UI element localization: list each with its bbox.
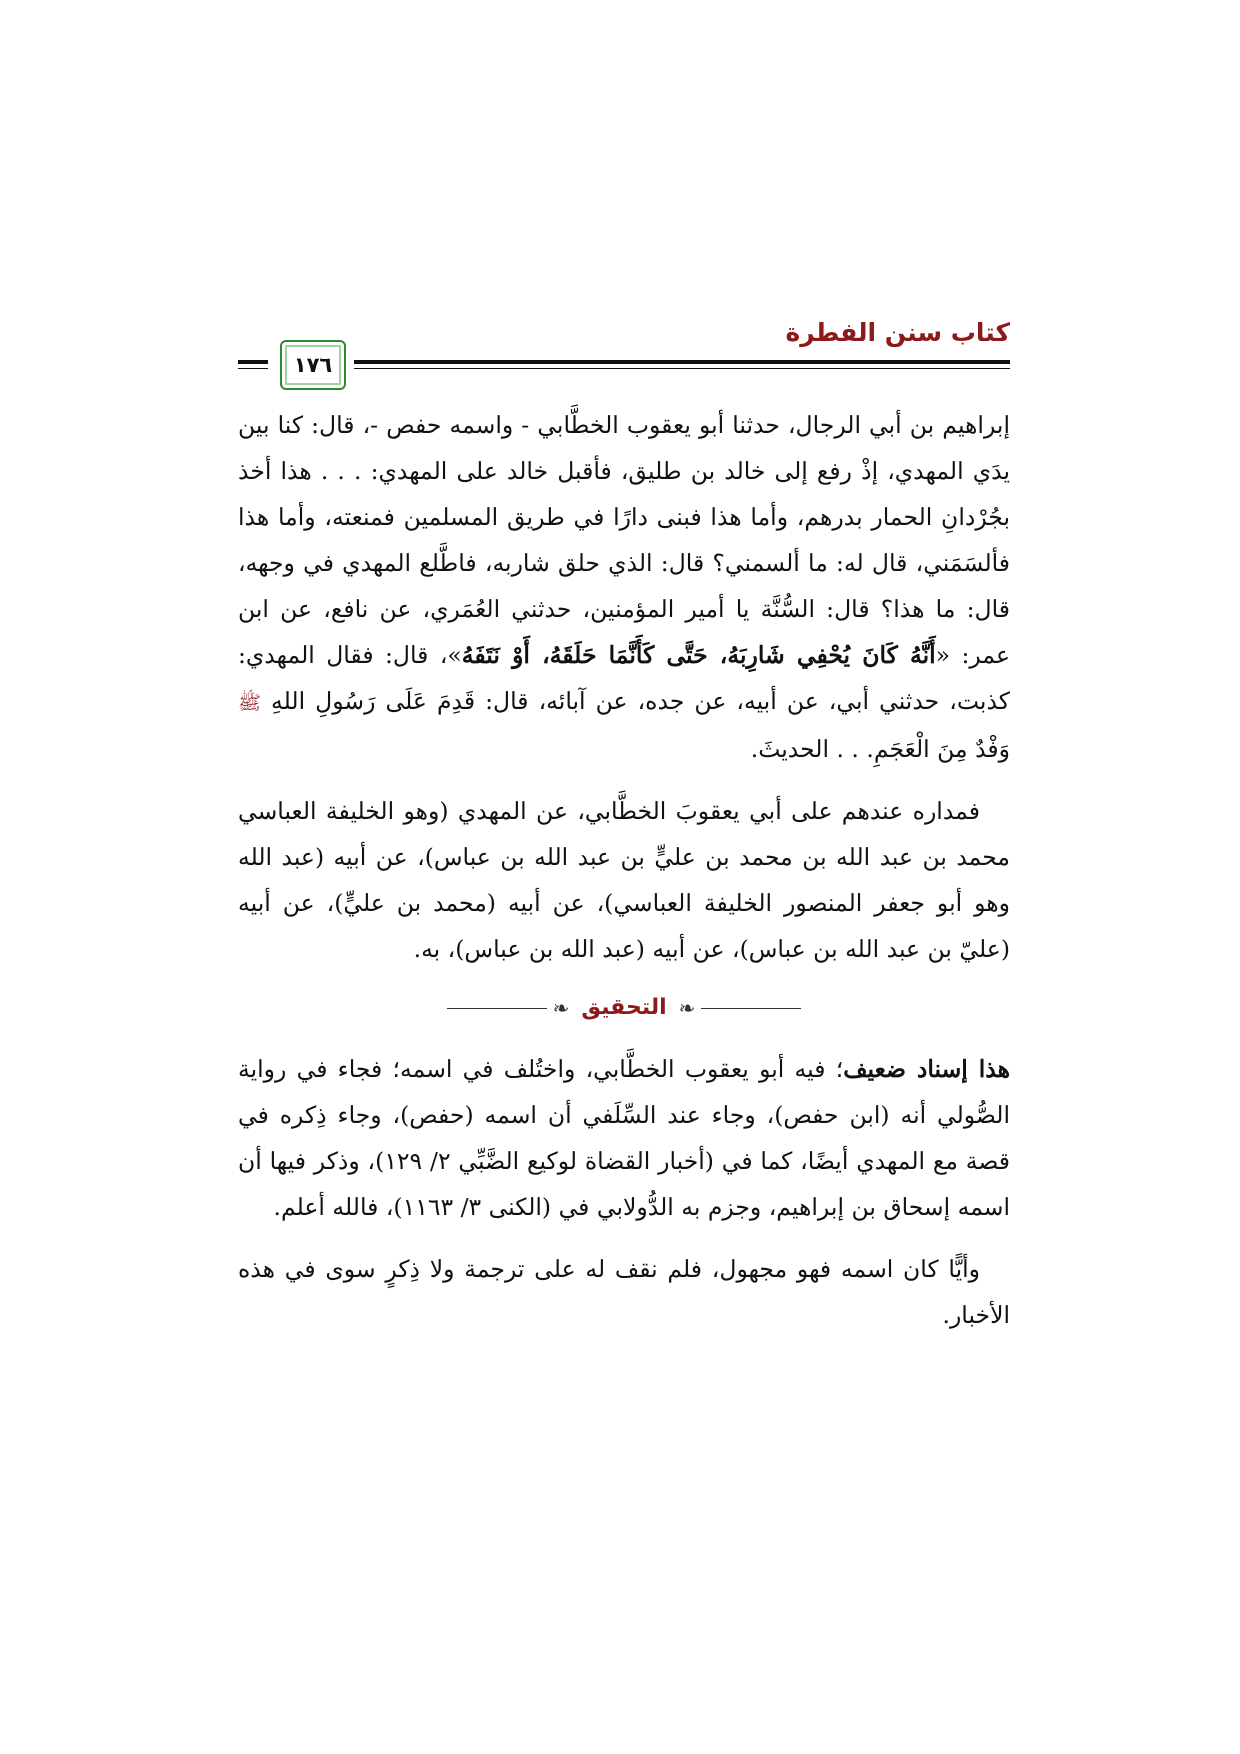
page-number-badge <box>280 340 346 390</box>
divider-ornament-left: ❧ <box>552 996 570 1020</box>
paragraph-isnad-text-b: »، قال: فقال المهدي: كذبت، حدثني أبي، عن أبيه، عن جده، عن آبائه، قال: قَدِمَ عَلَى رَسُولِ اللهِ <box>238 641 1010 715</box>
grading-text: ؛ فيه أبو يعقوب الخطَّابي، واختُلف في اسمه؛ فجاء في رواية الصُّولي أنه (ابن حفص)، وجاء عند السِّلَفي أن اسمه (حفص)، وجاء ذِكره في قصة مع المهدي أيضًا، كما في (أخبار القضاة لوكيع الضَّبِّي ٢/ ١٢٩)، وذكر فيها أن اسمه إسحاق بن إبراهيم، وجزم به الدُّولابي في (الكنى ٣/ ١١٦٣)، فالله أعلم. <box>238 1055 1010 1221</box>
paragraph-conclusion: وأيًّا كان اسمه فهو مجهول، فلم نقف له على ترجمة ولا ذِكرٍ سوى في هذه الأخبار. <box>238 1255 1010 1329</box>
book-title: كتاب سنن الفطرة <box>785 318 1010 347</box>
divider-line-right <box>701 1008 801 1009</box>
page-body <box>238 402 1010 1354</box>
section-divider <box>238 988 1010 1028</box>
hadith-text: أَنَّهُ كَانَ يُحْفِي شَارِبَهُ، حَتَّى كَأَنَّمَا حَلَقَهُ، أَوْ نَتَفَهُ <box>461 641 936 669</box>
paragraph-chain-summary: فمداره عندهم على أبي يعقوبَ الخطَّابي، عن المهدي (وهو الخليفة العباسي محمد بن عبد الله بن محمد بن عليٍّ بن عبد الله بن عباس)، عن أبيه (عبد الله وهو أبو جعفر المنصور الخليفة العباسي)، عن أبيه (محمد بن عليٍّ)، عن أبيه (عليّ بن عبد الله بن عباس)، عن أبيه (عبد الله بن عباس)، به. <box>238 797 1010 963</box>
page-header <box>238 318 1010 388</box>
page-number: ١٧٦ <box>293 353 333 377</box>
paragraph-isnad <box>238 402 1010 772</box>
paragraph-grading <box>238 1046 1010 1230</box>
divider-line-left <box>447 1008 547 1009</box>
grading-verdict: هذا إسناد ضعيف <box>843 1055 1011 1083</box>
paragraph-isnad-text-c: وَفْدٌ مِنَ الْعَجَمِ. . . الحديثَ. <box>750 735 1010 763</box>
section-heading-tahqiq: التحقيق <box>581 995 667 1020</box>
paragraph-isnad-text-a: إبراهيم بن أبي الرجال، حدثنا أبو يعقوب الخطَّابي - واسمه حفص -، قال: كنا بين يدَي المهدي، إذْ رفع إلى خالد بن طليق، فأقبل خالد على المهدي: . . . هذا أخذ بجُرْدانِ الحمار بدرهم، وأما هذا فبنى دارًا في طريق المسلمين فمنعته، وأما هذا فألسَمَني، قال له: ما ألسمني؟ قال: الذي حلق شاربه، فاطَّلع المهدي في وجهه، قال: ما هذا؟ قال: السُّنَّة يا أمير المؤمنين، حدثني العُمَري، عن نافع، عن ابن عمر: « <box>238 411 1010 669</box>
divider-ornament-right: ❧ <box>678 996 696 1020</box>
salutation-glyph: ﷺ <box>238 692 261 714</box>
